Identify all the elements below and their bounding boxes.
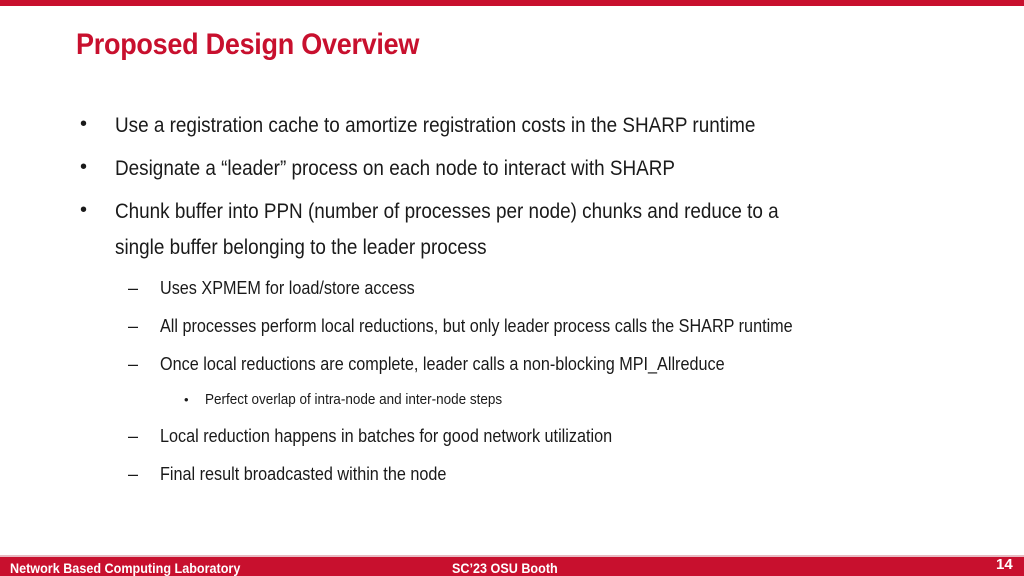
sub-bullet-marker: – bbox=[128, 278, 139, 298]
sub-bullet-item: Local reduction happens in batches for good network utilization bbox=[160, 426, 613, 446]
sub-bullet-marker: – bbox=[128, 354, 139, 374]
bullet-marker: • bbox=[80, 156, 88, 178]
slide-title: Proposed Design Overview bbox=[76, 28, 420, 61]
bullet-item: Use a registration cache to amortize registration costs in the SHARP runtime bbox=[115, 114, 756, 137]
footer-lab-name: Network Based Computing Laboratory bbox=[10, 560, 241, 576]
bullet-item-continuation: single buffer belonging to the leader process bbox=[115, 236, 487, 259]
sub-bullet-marker: – bbox=[128, 316, 139, 336]
sub-sub-bullet-item: Perfect overlap of intra-node and inter-node steps bbox=[205, 391, 503, 408]
bullet-marker: • bbox=[80, 199, 88, 221]
sub-bullet-marker: – bbox=[128, 426, 139, 446]
page-number: 14 bbox=[996, 556, 1013, 573]
sub-bullet-item: All processes perform local reductions, but only leader process calls the SHARP runtime bbox=[160, 316, 793, 336]
footer-event: SC’23 OSU Booth bbox=[452, 560, 558, 576]
sub-bullet-item: Final result broadcasted within the node bbox=[160, 464, 447, 484]
sub-bullet-item: Once local reductions are complete, leader calls a non-blocking MPI_Allreduce bbox=[160, 354, 725, 374]
sub-sub-bullet-marker: • bbox=[184, 392, 189, 407]
bullet-item: Designate a “leader” process on each node to interact with SHARP bbox=[115, 157, 675, 180]
bullet-marker: • bbox=[80, 113, 88, 135]
top-accent-bar bbox=[0, 0, 1024, 6]
sub-bullet-item: Uses XPMEM for load/store access bbox=[160, 278, 415, 298]
sub-bullet-marker: – bbox=[128, 464, 139, 484]
bullet-item: Chunk buffer into PPN (number of processes per node) chunks and reduce to a bbox=[115, 200, 779, 223]
